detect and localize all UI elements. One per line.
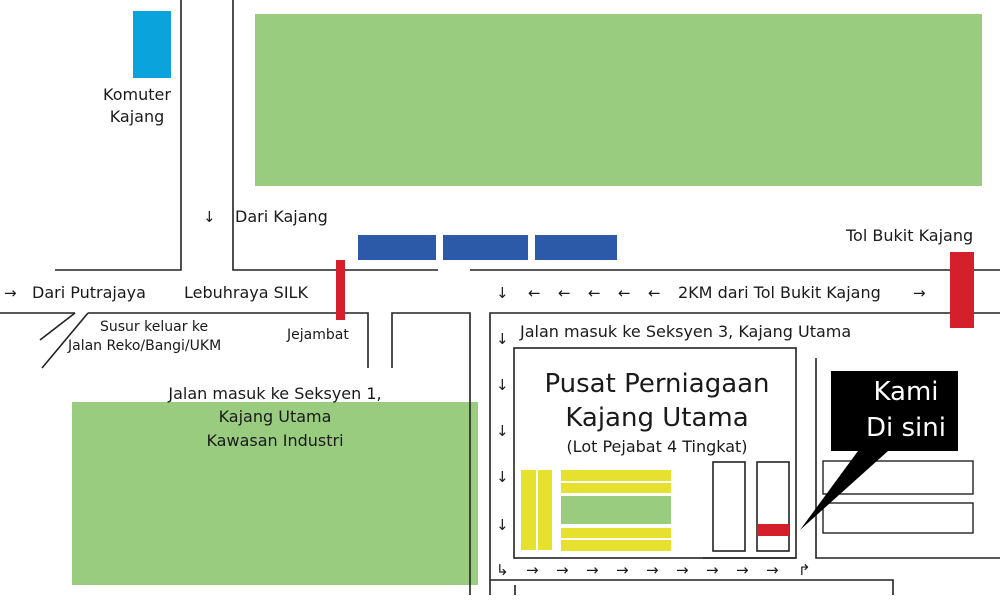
down-arrow-icon: ↓ xyxy=(203,208,216,226)
green-area-industrial xyxy=(72,402,478,585)
office-lot-2 xyxy=(757,462,789,551)
down-arrow-icon: ↓ xyxy=(496,516,509,534)
callout-line-2: Di sini xyxy=(866,413,946,443)
left-arrow-icon: ← xyxy=(528,284,541,302)
right-arrow-icon: → xyxy=(556,561,569,579)
right-arrow-icon: → xyxy=(616,561,629,579)
turn-up-arrow-icon: ↱ xyxy=(798,561,811,579)
right-arrow-icon: → xyxy=(646,561,659,579)
jalan-masuk-1-label-1: Jalan masuk ke Seksyen 1, xyxy=(168,384,382,403)
right-arrow-icon: → xyxy=(676,561,689,579)
down-arrow-icon: ↓ xyxy=(496,330,509,348)
right-arrow-icon: → xyxy=(526,561,539,579)
down-arrow-icon: ↓ xyxy=(496,284,509,302)
right-arrow-icon: → xyxy=(766,561,779,579)
left-arrow-icon: ← xyxy=(648,284,661,302)
tol-bukit-kajang-label: Tol Bukit Kajang xyxy=(846,226,974,245)
komuter-station-block xyxy=(133,11,171,78)
jalan-masuk-1-label-2: Kajang Utama xyxy=(218,407,332,426)
yellow-lot-h3 xyxy=(561,528,671,538)
yellow-lot-h2 xyxy=(561,483,671,493)
lot-pejabat-label: (Lot Pejabat 4 Tingkat) xyxy=(566,437,748,456)
dari-putrajaya-label: Dari Putrajaya xyxy=(32,283,146,302)
blue-building-2 xyxy=(443,235,528,260)
toll-marker xyxy=(950,252,974,328)
dari-kajang-label: Dari Kajang xyxy=(235,207,328,226)
blue-building-1 xyxy=(358,235,436,260)
blue-building-3 xyxy=(535,235,617,260)
yellow-lot-h1 xyxy=(561,470,671,481)
green-area-top xyxy=(255,14,982,186)
turn-right-arrow-icon: ↳ xyxy=(496,561,509,579)
jalan-masuk-1-label-3: Kawasan Industri xyxy=(206,431,344,450)
down-arrow-icon: ↓ xyxy=(496,468,509,486)
left-arrow-icon: ← xyxy=(558,284,571,302)
right-arrow-icon: → xyxy=(913,284,926,302)
yellow-lot-h4 xyxy=(561,540,671,551)
pusat-label-1: Pusat Perniagaan xyxy=(544,369,770,399)
office-lot-1 xyxy=(713,462,745,551)
pusat-label-2: Kajang Utama xyxy=(565,403,749,433)
km-dari-tol-label: 2KM dari Tol Bukit Kajang xyxy=(678,283,881,302)
yellow-lot-v2 xyxy=(538,470,552,550)
left-arrow-icon: ← xyxy=(618,284,631,302)
susur-keluar-label-1: Susur keluar ke xyxy=(100,319,209,335)
our-office-marker xyxy=(757,524,789,536)
komuter-label-1: Komuter xyxy=(103,85,171,104)
callout-line-1: Kami xyxy=(873,377,939,407)
right-arrow-icon: → xyxy=(586,561,599,579)
right-building-2 xyxy=(823,503,973,533)
jejambat-label: Jejambat xyxy=(287,327,349,343)
right-arrow-icon: → xyxy=(4,284,17,302)
right-arrow-icon: → xyxy=(706,561,719,579)
down-arrow-icon: ↓ xyxy=(496,422,509,440)
jejambat-marker xyxy=(336,260,345,320)
komuter-label-2: Kajang xyxy=(109,107,165,126)
lebuhraya-label: Lebuhraya SILK xyxy=(184,283,308,302)
left-arrow-icon: ← xyxy=(588,284,601,302)
susur-keluar-label-2: Jalan Reko/Bangi/UKM xyxy=(68,338,222,354)
callout-pointer xyxy=(800,451,888,530)
down-arrow-icon: ↓ xyxy=(496,376,509,394)
right-arrow-icon: → xyxy=(736,561,749,579)
green-lot-center xyxy=(561,496,671,524)
jalan-masuk-3-label: Jalan masuk ke Seksyen 3, Kajang Utama xyxy=(520,322,852,341)
yellow-lot-v1 xyxy=(521,470,536,550)
